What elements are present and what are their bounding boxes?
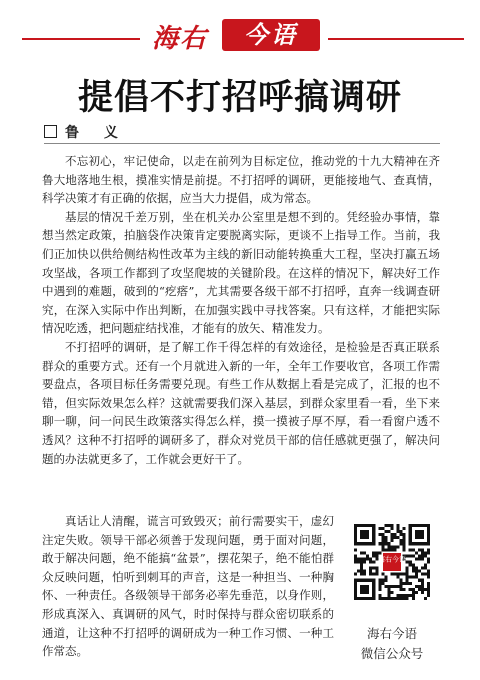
column-name-part2: 今语: [222, 19, 320, 51]
article-paragraph: 基层的情况千差万别，坐在机关办公室里是想不到的。凭经验办事情，靠想当然定政策，拍脑袋作决策肯定要脱离实际，更谈不上指导工作。当前，我们正加快以供给侧结构性改革为主线的新旧动能转换重大工程，坚决打赢五场攻坚战，各项工作都到了攻坚爬坡的关键阶段。在这样的情况下，解决好工作中遇到的难题，破到的“疙瘩”，尤其需要各级干部不打招呼，直奔一线调查研究，在深入实际中作出判断，在加强实践中寻找答案。只有这样，才能把实际情况吃透，把问题症结找准，才能有的放矢、精准发力。: [42, 209, 440, 336]
byline-divider: [44, 143, 440, 144]
column-name-part1: 海右: [152, 24, 209, 54]
column-header: [0, 8, 480, 52]
article-paragraph: 不忘初心，牢记使命，以走在前列为目标定位，推动党的十九大精神在齐鲁大地落地生根，摸准实情是前提。不打招呼的调研，更能接地气、查真情，科学决策才有正确的依据，应当大力提倡，成为常态。: [42, 154, 440, 206]
byline: [44, 122, 128, 142]
qr-label-type: 微信公众号: [360, 646, 424, 661]
byline-box-icon: [44, 125, 57, 138]
article-paragraph: 不打招呼的调研，是了解工作千得怎样的有效途径，是检验是否真正联系群众的重要方式。还有一个月就进入新的一年，全年工作要收官，各项工作需要盘点，各项目标任务需要兑现。有些工作从数据上看是完成了，汇报的也不错，但实际效果怎么样？这就需要我们深入基层，到群众家里看一看，坐下来聊一聊，问一问民生政策落实得怎么样，摸一摸被子厚不厚，看一看窗户透不透风？这种不打招呼的调研多了，群众对党员干部的信任感就更强了，解决问题的办法就更多了，工作就会更好干了。: [42, 339, 440, 466]
article-body: [42, 152, 440, 468]
header-rule-left: [22, 38, 140, 40]
qr-code-icon: [354, 524, 430, 600]
article-title: 提倡不打招呼搞调研: [77, 78, 402, 118]
qr-center-label: 海右今语: [378, 555, 406, 564]
header-rule-right: [328, 38, 464, 40]
closing-section: [42, 512, 440, 672]
article-paragraph-last: 真话让人清醒，谎言可致毁灭；前行需要实干，虚幻注定失败。领导干部必须善于发现问题，勇于面对问题，敢于解决问题，绝不能搞“盆景”，摆花架子，绝不能怕群众反映问题，怕听到刺耳的声音，这是一种担当、一种胸怀、一种责任。各级领导干部务必率先垂范，以身作则，形成真深入、真调研的风气，时时保持与群众密切联系的通道，让这种不打招呼的调研成为一种工作习惯、一种工作常态。: [42, 514, 334, 659]
author-name: 鲁 义: [65, 125, 128, 141]
qr-label-name: 海右今语: [366, 626, 417, 641]
